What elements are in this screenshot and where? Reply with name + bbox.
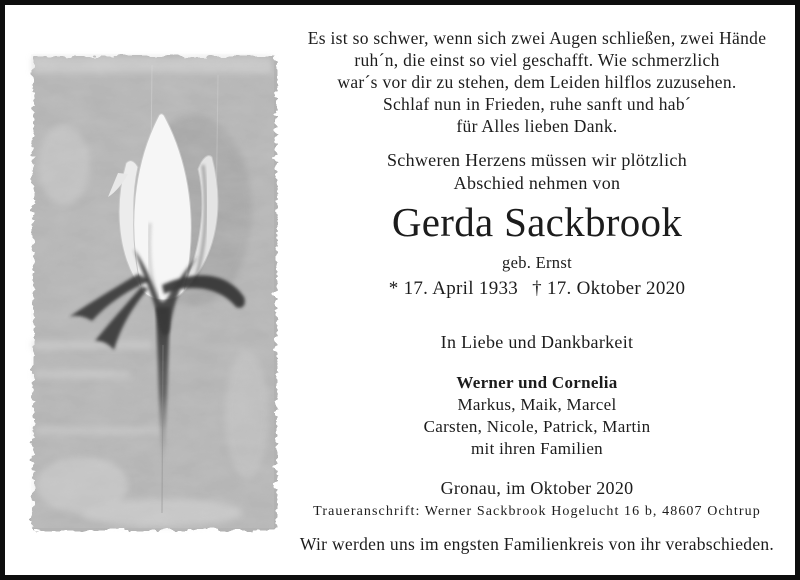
intro-line: Abschied nehmen von: [453, 173, 621, 193]
poem-line: ruh´n, die einst so viel geschafft. Wie schmerzlich: [354, 50, 720, 70]
mourning-family: [287, 372, 787, 460]
deceased-name: Gerda Sackbrook: [391, 199, 683, 245]
poem-line: Schlaf nun in Frieden, ruhe sanft und hab´: [382, 94, 692, 114]
obituary-content: [287, 5, 787, 575]
death-date: † 17. Oktober 2020: [532, 278, 686, 299]
rose-illustration: [22, 45, 283, 537]
maiden-name: geb. Ernst: [502, 253, 572, 272]
condolence-line: In Liebe und Dankbarkeit: [440, 332, 634, 352]
family-line: Carsten, Nicole, Patrick, Martin: [423, 417, 651, 436]
poem-line: Es ist so schwer, wenn sich zwei Augen schließen, zwei Hände: [307, 28, 767, 48]
life-dates: [287, 276, 787, 302]
mourning-address: Traueranschrift: Werner Sackbrook Hogelucht 16 b, 48607 Ochtrup: [313, 504, 761, 519]
intro-line: Schweren Herzens müssen wir plötzlich: [386, 150, 687, 170]
closing-line: Wir werden uns im engsten Familienkreis von ihr verabschieden.: [299, 534, 775, 554]
white-rose-artwork: [22, 45, 283, 537]
place-date: Gronau, im Oktober 2020: [440, 478, 634, 498]
family-line: Markus, Maik, Marcel: [457, 395, 617, 414]
family-primary: Werner und Cornelia: [456, 373, 618, 392]
poem-line: war´s vor dir zu stehen, dem Leiden hilflos zuzusehen.: [337, 72, 737, 92]
announcement-intro: [287, 149, 787, 195]
memorial-poem: [287, 27, 787, 137]
family-line: mit ihren Familien: [471, 439, 603, 458]
poem-line: für Alles lieben Dank.: [456, 116, 618, 136]
place-date-block: [287, 477, 787, 522]
birth-date: * 17. April 1933: [388, 278, 519, 299]
